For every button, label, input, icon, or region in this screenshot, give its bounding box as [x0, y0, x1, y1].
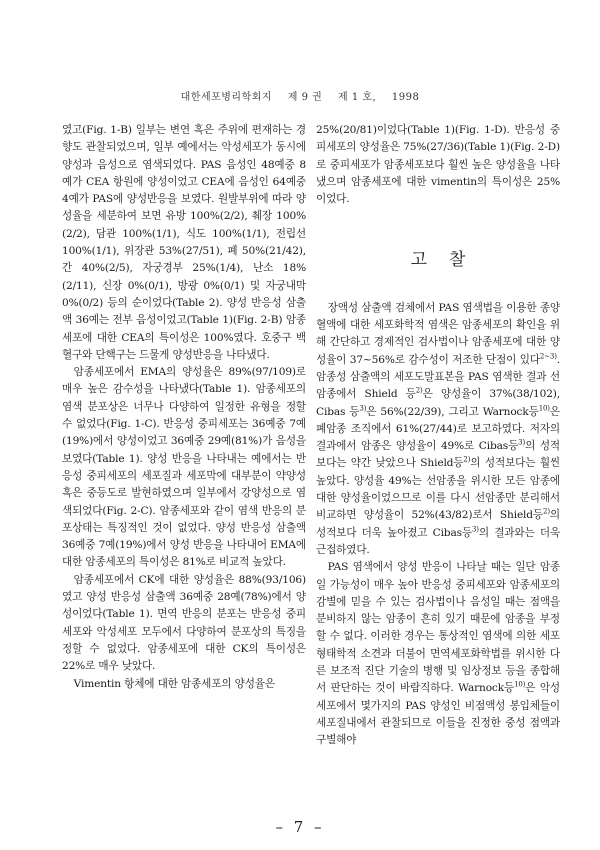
running-header	[0, 88, 600, 103]
discussion-paragraph-1: 장액성 삼출액 검체에서 PAS 염색법을 이용한 종양혈액에 대한 세포화학적 염색은 암종세포의 확인을 위해 간단하고 경제적인 검사법이나 암종세포에 대한 양성율이 37~56%로 감수성이 저조한 단점이 있다$^{2\sim 3)}$. 암종성 삼출액의 세포도말표본을 PAS 염색한 결과 선암종에서 Shield 등$^{2)}$은 양성율이 37%(38/102), Cibas 등$^{3)}$은 56%(22/39), 그리고 Warnock등$^{10)}$은 폐암종 조직에서 61%(27/44)로 보고하였다. 저자의 결과에서 암종은 양성율이 49%로 Cibas등$^{3)}$의 성적보다는 약간 낮았으나 Shield등$^{2)}$의 성적보다는 훨씬 높았다. 양성율 49%는 선암종을 위시한 모든 암종에 대한 양성율이었으므로 이를 다시 선암종만 분리해서 비교하면 양성율이 52%(43/82)로서 Shield등$^{2)}$의 성적보다 더욱 높아졌고 Cibas등$^{3)}$의 결과와는 더욱 근접하였다.	[316, 301, 560, 556]
citation-ref: 3)	[471, 525, 479, 534]
results-paragraph-ck: 암종세포에서 CK에 대한 양성율은 88%(93/106)였고 양성 반응성 삼출액 36예중 28예(78%)에서 양성이었다(Table 1). 면역 반응의 분포는 반응성 중피세포와 악성세포 모두에서 다양하여 분포상의 특징을 정할 수 없었다. 암종세포에 대한 CK의 특이성은 22%로 매우 낮았다.	[62, 573, 306, 673]
left-column	[62, 122, 306, 693]
citation-ref: 2)	[463, 455, 471, 464]
results-paragraph-vimentin-cont: 25%(20/81)이었다(Table 1)(Fig. 1-D). 반응성 중피세포의 양성율은 75%(27/36)(Table 1)(Fig. 2-D)로 중피세포가 암종세포보다 훨씬 높은 양성율을 나타냈으며 암종세포에 대한 vimentin의 특이성은 25%이었다.	[316, 124, 560, 206]
citation-ref: 10)	[514, 680, 526, 689]
results-paragraph-vimentin: Vimentin 항체에 대한 암종세포의 양성율은	[73, 677, 275, 690]
citation-ref: 2)	[543, 507, 550, 516]
results-paragraph-cea: 였고(Fig. 1-B) 일부는 변연 혹은 주위에 편재하는 경향도 관찰되었으며, 일부 예에서는 악성세포가 동시에 양성과 음성으로 염색되었다. PAS 음성인 48예중 8예가 CEA 항원에 양성이었고 CEA에 음성인 64예중 4예가 PAS에 양성반응을 보였다. 원발부위에 따라 양성율을 세분하여 보면 유방 100%(2/2), 췌장 100%(2/2), 담관 100%(1/1), 식도 100%(1/1), 전립선 100%(1/1), 위장관 53%(27/51), 폐 50%(21/42), 간 40%(2/5), 자궁경부 25%(1/4), 난소 18%(2/11), 신장 0%(0/1), 방광 0%(0/1) 및 자궁내막 0%(0/2) 등의 순이었다(Table 2). 양성 반응성 삼출액 36예는 전부 음성이었고(Table 1)(Fig. 2-B) 암종세포에 대한 CEA의 특이성은 100%였다. 호중구 백혈구와 단핵구는 드물게 양성반응을 나타냈다.	[62, 124, 306, 361]
volume-label: 제 9 권	[287, 92, 323, 103]
citation-ref: 3)	[518, 438, 526, 447]
journal-name: 대한세포병리학회지	[180, 92, 273, 103]
section-title-discussion: 고찰	[410, 250, 488, 271]
issue-label: 제 1 호,	[338, 92, 377, 103]
discussion-paragraph-2: PAS 염색에서 양성 반응이 나타날 때는 일단 암종일 가능성이 매우 높아 반응성 중피세포와 암종세포의 감별에 믿을 수 있는 검사법이나 음성일 때는 점액을 분비하지 않는 암종이 흔히 있기 때문에 암종을 부정할 수 없다. 이러한 경우는 통상적인 염색에 의한 세포형태학적 소견과 더불어 면역세포화학법를 위시한 다른 보조적 진단 기술의 병행 및 임상정보 등을 종합해서 판단하는 것이 바람직하다. Warnock등$^{10)}$은 악성세포에서 몇가지의 PAS 양성인 비점액성 봉입체들이 세포질내에서 관찰되므로 이들을 진정한 중성 점액과 구별해야	[316, 561, 560, 747]
year-label: 1998	[391, 92, 420, 103]
citation-ref: 3)	[359, 404, 367, 413]
citation-ref: 2~3)	[539, 352, 557, 361]
citation-ref: 10)	[538, 404, 550, 413]
citation-ref: 2)	[415, 386, 423, 395]
right-column	[316, 122, 560, 750]
page-number: – 7 –	[275, 818, 325, 836]
results-paragraph-ema: 암종세포에서 EMA의 양성율은 89%(97/109)로 매우 높은 감수성을 나타냈다(Table 1). 암종세포의 염색 분포상은 너무나 다양하여 일정한 유형을 정할 수 없었다(Fig. 1-C). 반응성 중피세포는 36예중 7예(19%)에서 양성이었고 36예중 29예(81%)가 음성을 보였다(Table 1). 양성 반응을 나타내는 예에서는 반응성 중피세포의 세포질과 세포막에 대부분이 약양성 혹은 중등도로 발현하였으며 일부에서 강양성으로 염색되었다(Fig. 2-C). 암종세포와 같이 염색 반응의 분포상태는 특징적인 것이 없었다. 양성 반응성 삼출액 36예중 7예(19%)에서 양성 반응을 나타내어 EMA에 대한 암종세포의 특이성은 81%로 비교적 높았다.	[62, 366, 306, 569]
